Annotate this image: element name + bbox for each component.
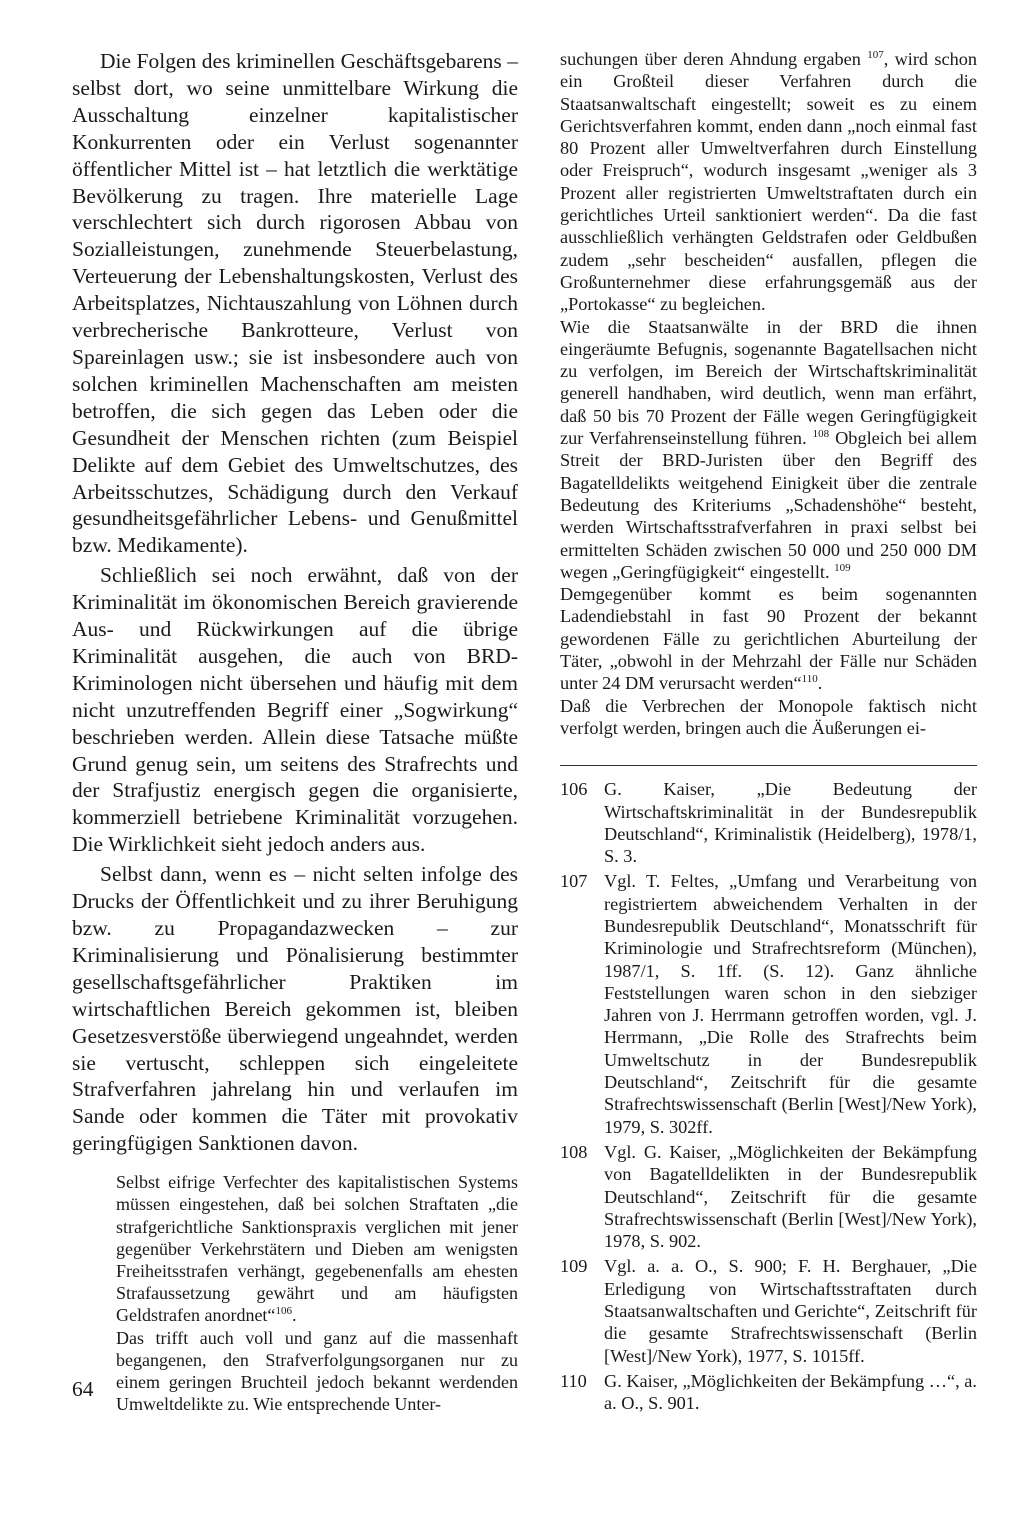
text-run: Demgegenüber kommt es beim sogenannten Ladendiebstahl in fast 90 Prozent der bekannt gewordenen Fälle zu gerichtlichen Aburteilung der Täter, „obwohl in der Mehrzahl der Fälle nur Schäden unter 24 DM verursacht werden“ bbox=[560, 584, 977, 694]
footnote-ref: 106 bbox=[275, 1305, 292, 1318]
text-run: suchungen über deren Ahndung ergaben bbox=[560, 49, 861, 69]
footnote-text: G. Kaiser, „Möglichkeiten der Bekämpfung …“, a. a. O., S. 901. bbox=[604, 1370, 977, 1414]
body-paragraph bbox=[560, 316, 977, 584]
footnote-number: 106 bbox=[560, 779, 588, 800]
footnote-text: Vgl. a. a. O., S. 900; F. H. Berghauer, „Die Erledigung von Wirtschaftsstraftaten durch Staatsanwaltschaften und Gerichte“, Zeitschrift für die gesamte Strafrechtswissenschaft (Berlin [West]/New York), 1977, S. 1015ff. bbox=[604, 1256, 977, 1366]
body-paragraph: Selbst dann, wenn es – nicht selten infolge des Drucks der Öffentlichkeit und zu ihrer Beruhigung bzw. zu Propagandazwecken – zur Kriminalisierung und Pönalisierung bestimmter gesellschaftsgefährlicher Praktiken im wirtschaftlichen Bereich gekommen ist, bleiben Gesetzesverstöße überwiegend ungeahndet, werden sie vertuscht, schleppen sich eingeleitete Strafverfahren jahrelang hin und verlaufen im Sande oder kommen die Täter mit provokativ geringfügigen Sanktionen davon. bbox=[72, 862, 518, 1156]
footnote-item bbox=[560, 1370, 977, 1415]
footnote-text: Vgl. T. Feltes, „Umfang und Verarbeitung von registriertem abweichendem Verhalten in der Bundesrepublik Deutschland“, Monatsschrift für Kriminologie und Strafrechtsreform (München), 1987/1, S. 1ff. (S. 12). Ganz ähnliche Feststellungen waren schon in den siebziger Jahren von J. Herrmann getroffen worden, vgl. J. Herrmann, „Die Rolle des Strafrechts beim Umweltschutz in der Bundesrepublik Deutschland“, Zeitschrift für die gesamte Strafrechtswissenschaft (Berlin [West]/New York), 1979, S. 302ff. bbox=[604, 871, 977, 1137]
footnote-text: Vgl. G. Kaiser, „Möglichkeiten der Bekämpfung von Bagatelldelikten in der Bundesrepublik Deutschland“, Zeitschrift für die gesamte Strafrechtswissenschaft (Berlin [West]/New York), 1978, S. 902. bbox=[604, 1141, 977, 1252]
text-run: . bbox=[817, 673, 823, 694]
left-column bbox=[72, 48, 518, 1415]
quote-text: Selbst eifrige Verfechter des kapitalistischen Systems müssen eingestehen, daß bei solchen Straftaten „die strafgerichtliche Sanktionspraxis verglichen mit jener gegenüber Verkehrstätern und Dieben am wenigsten Freiheitsstrafen verhängt, gegebenenfalls am ehesten Strafaussetzung gewährt und am häufigsten Geldstrafen anordnet“ bbox=[116, 1172, 518, 1326]
quote-paragraph: Selbst eifrige Verfechter des kapitalistischen Systems müssen eingestehen, daß bei solchen Straftaten „die strafgerichtliche Sanktionspraxis verglichen mit jener gegenüber Verkehrstätern und Dieben am wenigsten Freiheitsstrafen verhängt, gegebenenfalls am ehesten Strafaussetzung gewährt und am häufigsten Geldstrafen anordnet“$^{106}$. bbox=[116, 1172, 518, 1326]
text-run: Wie die Staatsanwälte in der BRD die ihnen eingeräumte Befugnis, sogenannte Bagatellsachen nicht zu verfolgen, im Bereich der Wirtschaftskriminalität generell handhaben, wird deutlich, wenn man erfährt, daß 50 bis 70 Prozent der Fälle wegen Geringfügigkeit zur Verfahrenseinstellung führen. bbox=[560, 316, 977, 449]
quote-paragraph: Das trifft auch voll und ganz auf die massenhaft begangenen, den Strafverfolgungsorganen nur zu einem geringen Bruchteil jedoch bekannt werdenden Umweltdelikte zu. Wie entsprechende Unter- bbox=[116, 1327, 518, 1415]
footnote-ref: 110 bbox=[801, 673, 818, 686]
footnote-ref: 109 bbox=[834, 561, 851, 574]
right-column bbox=[560, 48, 977, 1418]
footnote-number: 107 bbox=[560, 871, 588, 892]
text-run: Obgleich bei allem Streit der BRD-Juristen über den Begriff des Bagatelldelikts weitgehend Einigkeit über die zentrale Bedeutung des Kriteriums „Schadenshöhe“ besteht, werden Wirtschaftsstrafverfahren in praxi selbst bei ermittelten Schäden zwischen 50 000 und 250 000 DM wegen „Geringfügigkeit“ eingestellt. bbox=[560, 428, 977, 582]
body-paragraph: Schließlich sei noch erwähnt, daß von der Kriminalität im ökonomischen Bereich gravierende Aus- und Rückwirkungen auf die übrige Kriminalität ausgehen, die auch von BRD-Kriminologen nicht übersehen und häufig mit dem nicht unzutreffenden Begriff einer „Sogwirkung“ beschrieben werden. Allein diese Tatsache müßte Grund genug sein, um seitens des Strafrechts und der Strafjustiz energisch gegen die organisierte, kommerziell betriebene Kriminalität vorzugehen. Die Wirklichkeit sieht jedoch anders aus. bbox=[72, 563, 518, 857]
footnote-item bbox=[560, 1141, 977, 1252]
footnote-number: 110 bbox=[560, 1370, 587, 1391]
text-run: , wird schon ein Großteil dieser Verfahren durch die Staatsanwaltschaft eingestellt; soweit es zu einem Gerichtsverfahren kommt, enden dann „noch einmal fast 80 Prozent aller Umweltverfahren durch Einstellung oder Freispruch“, wodurch insgesamt „weniger als 3 Prozent aller registrierten Umweltstraftaten durch ein gerichtliches Urteil sanktioniert werden“. Da die fast ausschließlich verhängten Geldstrafen oder Geldbußen zudem „sehr bescheiden“ ausfallen, pflegen die Großunternehmer diese erfahrungsgemäß aus der „Portokasse“ zu begleichen. bbox=[560, 49, 978, 315]
body-paragraph bbox=[560, 583, 977, 694]
body-paragraph: Daß die Verbrechen der Monopole faktisch nicht verfolgt werden, bringen auch die Äußerungen ei- bbox=[560, 695, 977, 738]
footnote-item bbox=[560, 870, 977, 1138]
body-paragraph: Die Folgen des kriminellen Geschäftsgebarens – selbst dort, wo seine unmittelbare Wirkung die Ausschaltung einzelner kapitalistischer Konkurrenten oder ein Verlust sogenannter öffentlicher Mittel ist – hat letztlich die werktätige Bevölkerung zu tragen. Ihre materielle Lage verschlechtert sich durch rigorosen Abbau von Sozialleistungen, zunehmende Steuerbelastung, Verteuerung der Lebenshaltungskosten, Verlust des Arbeitsplatzes, Nichtauszahlung von Löhnen durch verbrecherische Bankrotteure, Verlust von Spareinlagen usw.; sie ist insbesondere auch von solchen kriminellen Machenschaften am meisten betroffen, die sich gegen das Leben oder die Gesundheit der Menschen richten (zum Beispiel Delikte auf dem Gebiet des Umweltschutzes, des Arbeitsschutzes, Schädigung durch den Verkauf gesundheitsgefährlicher Lebens- und Genußmittel bzw. Medikamente). bbox=[72, 49, 518, 558]
page-number: 64 bbox=[72, 1377, 94, 1401]
footnote-item bbox=[560, 1255, 977, 1366]
footnote-ref: 108 bbox=[812, 427, 830, 440]
footnote-divider bbox=[560, 765, 977, 766]
footnote-ref: 107 bbox=[867, 48, 884, 61]
footnote-number: 109 bbox=[560, 1256, 588, 1277]
footnote-text: G. Kaiser, „Die Bedeutung der Wirtschaftskriminalität in der Bundesrepublik Deutschland“, Kriminalistik (Heidelberg), 1978/1, S. 3. bbox=[604, 779, 977, 867]
body-paragraph bbox=[560, 48, 977, 316]
footnotes bbox=[560, 778, 977, 1414]
footnote-item bbox=[560, 778, 977, 867]
indented-quote-block bbox=[72, 1171, 518, 1415]
footnote-number: 108 bbox=[560, 1141, 588, 1162]
